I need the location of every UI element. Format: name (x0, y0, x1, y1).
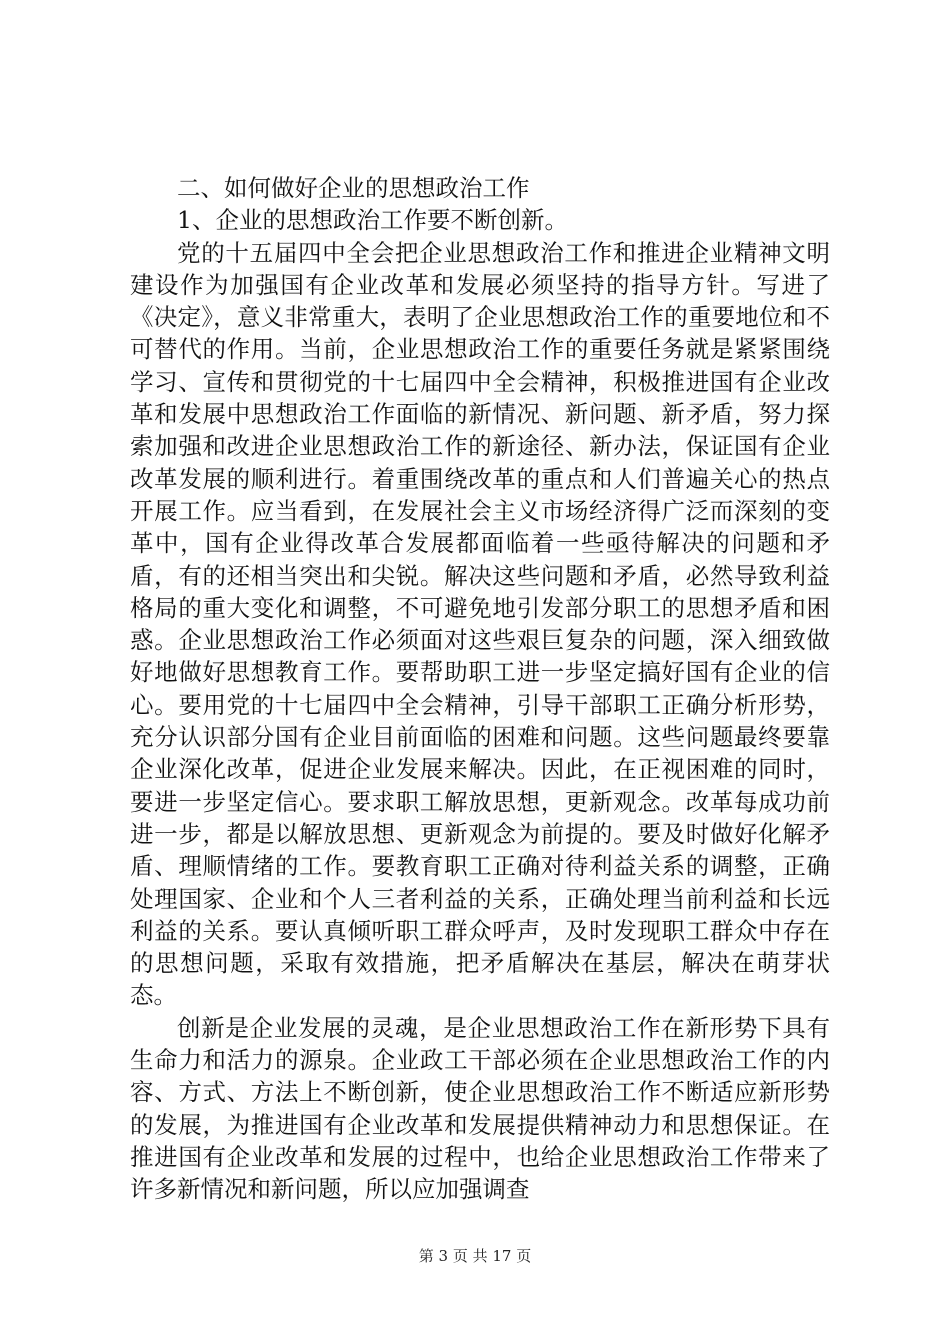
section-heading: 二、如何做好企业的思想政治工作 (177, 174, 530, 202)
body-paragraph-2: 创新是企业发展的灵魂，是企业思想政治工作在新形势下具有生命力和活力的源泉。企业政工干部必须在企业思想政治工作的内容、方式、方法上不断创新，使企业思想政治工作不断适应新形势的发展，为推进国有企业改革和发展提供精神动力和思想保证。在推进国有企业改革和发展的过程中，也给企业思想政治工作带来了许多新情况和新问题，所以应加强调查 (130, 1013, 830, 1204)
document-body (130, 172, 830, 1206)
body-paragraph-1: 党的十五届四中全会把企业思想政治工作和推进企业精神文明建设作为加强国有企业改革和发展必须坚持的指导方针。写进了《决定》，意义非常重大，表明了企业思想政治工作的重要地位和不可替代的作用。当前，企业思想政治工作的重要任务就是紧紧围绕学习、宣传和贯彻党的十七届四中全会精神，积极推进国有企业改革和发展中思想政治工作面临的新情况、新问题、新矛盾，努力探索加强和改进企业思想政治工作的新途径、新办法，保证国有企业改革发展的顺利进行。着重围绕改革的重点和人们普遍关心的热点开展工作。应当看到，在发展社会主义市场经济得广泛而深刻的变革中，国有企业得改革合发展都面临着一些亟待解决的问题和矛盾，有的还相当突出和尖锐。解决这些问题和矛盾，必然导致利益格局的重大变化和调整，不可避免地引发部分职工的思想矛盾和困惑。企业思想政治工作必须面对这些艰巨复杂的问题，深入细致做好地做好思想教育工作。要帮助职工进一步坚定搞好国有企业的信心。要用党的十七届四中全会精神，引导干部职工正确分析形势，充分认识部分国有企业目前面临的困难和问题。这些问题最终要靠企业深化改革，促进企业发展来解决。因此，在正视困难的同时，要进一步坚定信心。要求职工解放思想，更新观念。改革每成功前进一步，都是以解放思想、更新观念为前提的。要及时做好化解矛盾、理顺情绪的工作。要教育职工正确对待利益关系的调整，正确处理国家、企业和个人三者利益的关系，正确处理当前利益和长远利益的关系。要认真倾听职工群众呼声，及时发现职工群众中存在的思想问题，采取有效措施，把矛盾解决在基层，解决在萌芽状态。 (130, 238, 830, 1010)
page-number-footer: 第 3 页 共 17 页 (418, 1247, 532, 1265)
subsection-heading: 1、企业的思想政治工作要不断创新。 (177, 206, 568, 235)
